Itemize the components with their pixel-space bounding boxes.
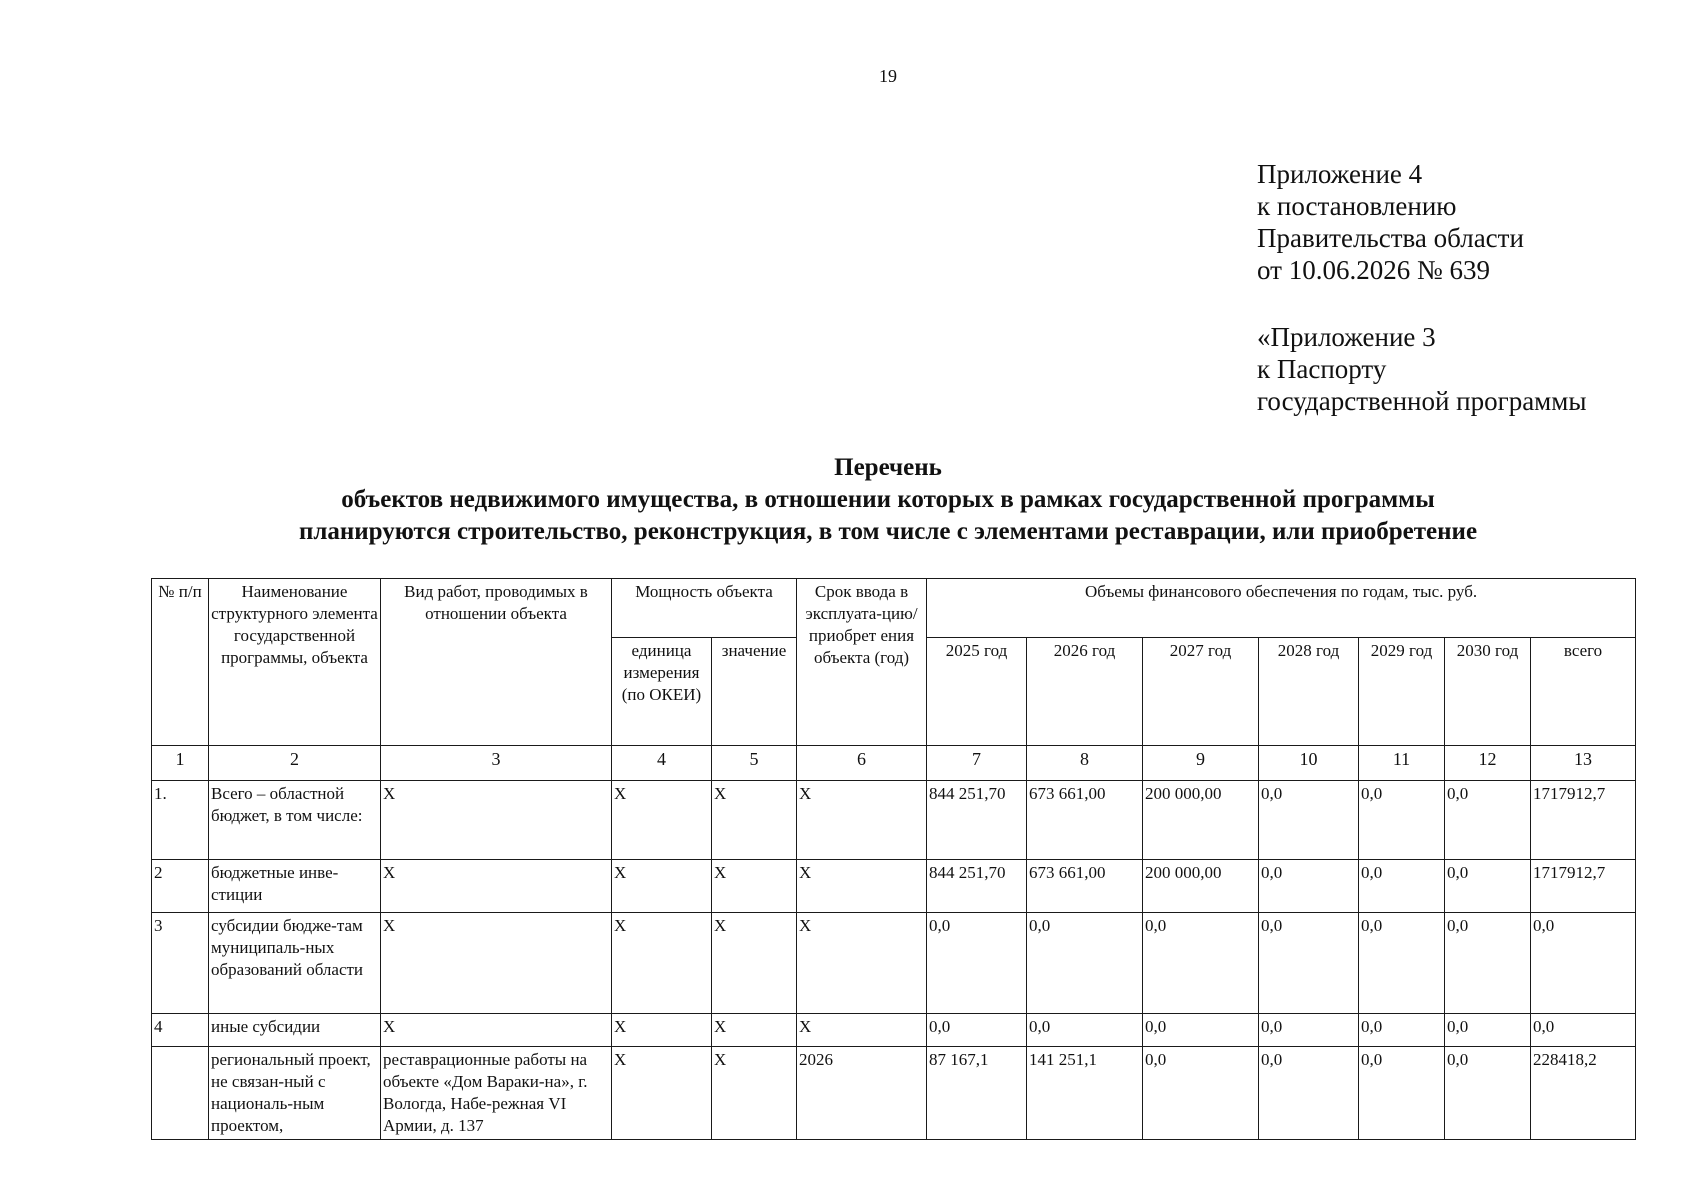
title-line: Перечень — [834, 454, 942, 481]
column-number: 3 — [381, 746, 612, 781]
cell-name: региональный проект, не связан-ный с националь-ным проектом, — [209, 1047, 381, 1140]
cell-value: X — [712, 1047, 797, 1140]
cell-value: X — [712, 860, 797, 913]
cell-2030: 0,0 — [1445, 913, 1531, 1014]
appendix-line: Правительства области — [1257, 223, 1524, 253]
column-number: 11 — [1359, 746, 1445, 781]
cell-num: 4 — [152, 1014, 209, 1047]
cell-total: 1717912,7 — [1531, 781, 1636, 860]
header-num: № п/п — [152, 579, 209, 746]
cell-name: Всего – областной бюджет, в том числе: — [209, 781, 381, 860]
appendix-ref-line: «Приложение 3 — [1257, 322, 1436, 352]
cell-2028: 0,0 — [1259, 913, 1359, 1014]
table-row — [152, 1047, 1636, 1140]
header-finance: Объемы финансового обеспечения по годам, тыс. руб. — [927, 579, 1636, 638]
cell-2029: 0,0 — [1359, 1014, 1445, 1047]
cell-unit: X — [612, 913, 712, 1014]
column-number-row — [152, 746, 1636, 781]
cell-2025: 0,0 — [927, 1014, 1027, 1047]
appendix-line: Приложение 4 — [1257, 159, 1423, 189]
column-number: 10 — [1259, 746, 1359, 781]
appendix-ref-line: к Паспорту — [1257, 354, 1387, 384]
cell-2025: 844 251,70 — [927, 781, 1027, 860]
cell-2026: 673 661,00 — [1027, 781, 1143, 860]
cell-2026: 0,0 — [1027, 1014, 1143, 1047]
cell-2030: 0,0 — [1445, 1047, 1531, 1140]
cell-2028: 0,0 — [1259, 1047, 1359, 1140]
column-number: 12 — [1445, 746, 1531, 781]
cell-num: 2 — [152, 860, 209, 913]
header-name: Наименование структурного элемента государственной программы, объекта — [209, 579, 381, 746]
appendix-block — [1257, 158, 1524, 286]
cell-unit: X — [612, 781, 712, 860]
cell-2026: 141 251,1 — [1027, 1047, 1143, 1140]
cell-work-type: X — [381, 1014, 612, 1047]
cell-2029: 0,0 — [1359, 781, 1445, 860]
cell-name: субсидии бюдже-там муниципаль-ных образований области — [209, 913, 381, 1014]
column-number: 1 — [152, 746, 209, 781]
page-number: 19 — [879, 66, 897, 86]
cell-2025: 844 251,70 — [927, 860, 1027, 913]
header-2027: 2027 год — [1143, 638, 1259, 746]
cell-2026: 0,0 — [1027, 913, 1143, 1014]
cell-2027: 200 000,00 — [1143, 781, 1259, 860]
cell-2030: 0,0 — [1445, 860, 1531, 913]
cell-name: бюджетные инве-стиции — [209, 860, 381, 913]
header-capacity-unit: единица измерения (по ОКЕИ) — [612, 638, 712, 746]
cell-num — [152, 1047, 209, 1140]
column-number: 7 — [927, 746, 1027, 781]
cell-total: 228418,2 — [1531, 1047, 1636, 1140]
header-capacity-value: значение — [712, 638, 797, 746]
cell-2028: 0,0 — [1259, 1014, 1359, 1047]
cell-total: 0,0 — [1531, 913, 1636, 1014]
cell-term: 2026 — [797, 1047, 927, 1140]
table-row — [152, 1014, 1636, 1047]
cell-2027: 0,0 — [1143, 1047, 1259, 1140]
cell-value: X — [712, 781, 797, 860]
appendix-line: от 10.06.2026 № 639 — [1257, 255, 1490, 285]
cell-term: X — [797, 913, 927, 1014]
cell-unit: X — [612, 1014, 712, 1047]
column-number: 6 — [797, 746, 927, 781]
appendix-ref-block — [1257, 321, 1587, 417]
cell-2026: 673 661,00 — [1027, 860, 1143, 913]
cell-total: 1717912,7 — [1531, 860, 1636, 913]
column-number: 2 — [209, 746, 381, 781]
cell-num: 3 — [152, 913, 209, 1014]
header-2028: 2028 год — [1259, 638, 1359, 746]
cell-2025: 87 167,1 — [927, 1047, 1027, 1140]
cell-total: 0,0 — [1531, 1014, 1636, 1047]
cell-term: X — [797, 781, 927, 860]
table-row — [152, 781, 1636, 860]
header-total: всего — [1531, 638, 1636, 746]
cell-2025: 0,0 — [927, 913, 1027, 1014]
header-2030: 2030 год — [1445, 638, 1531, 746]
cell-term: X — [797, 860, 927, 913]
cell-2029: 0,0 — [1359, 913, 1445, 1014]
header-term: Срок ввода в эксплуата-цию/приобрет ения объекта (год) — [797, 579, 927, 746]
title-line: объектов недвижимого имущества, в отношении которых в рамках государственной программы — [341, 486, 1435, 513]
cell-2027: 200 000,00 — [1143, 860, 1259, 913]
cell-name: иные субсидии — [209, 1014, 381, 1047]
column-number: 8 — [1027, 746, 1143, 781]
cell-work-type: X — [381, 913, 612, 1014]
header-2029: 2029 год — [1359, 638, 1445, 746]
cell-2028: 0,0 — [1259, 781, 1359, 860]
appendix-line: к постановлению — [1257, 191, 1457, 221]
cell-unit: X — [612, 1047, 712, 1140]
cell-2030: 0,0 — [1445, 1014, 1531, 1047]
cell-work-type: X — [381, 860, 612, 913]
column-number: 5 — [712, 746, 797, 781]
table-row — [152, 913, 1636, 1014]
column-number: 4 — [612, 746, 712, 781]
cell-2027: 0,0 — [1143, 1014, 1259, 1047]
cell-2030: 0,0 — [1445, 781, 1531, 860]
cell-2029: 0,0 — [1359, 860, 1445, 913]
cell-work-type: реставрационные работы на объекте «Дом Вараки-на», г. Вологда, Набе-режная VI Армии, д. 137 — [381, 1047, 612, 1140]
property-objects-table — [151, 578, 1636, 1140]
cell-term: X — [797, 1014, 927, 1047]
document-title — [0, 452, 1697, 548]
column-number: 13 — [1531, 746, 1636, 781]
cell-2027: 0,0 — [1143, 913, 1259, 1014]
cell-2029: 0,0 — [1359, 1047, 1445, 1140]
header-capacity: Мощность объекта — [612, 579, 797, 638]
cell-value: X — [712, 913, 797, 1014]
column-number: 9 — [1143, 746, 1259, 781]
title-line: планируются строительство, реконструкция, в том числе с элементами реставрации, или приобретение — [298, 518, 1478, 545]
cell-num: 1. — [152, 781, 209, 860]
header-work-type: Вид работ, проводимых в отношении объекта — [381, 579, 612, 746]
cell-work-type: X — [381, 781, 612, 860]
header-row — [152, 579, 1636, 638]
cell-2028: 0,0 — [1259, 860, 1359, 913]
header-2025: 2025 год — [927, 638, 1027, 746]
table-row — [152, 860, 1636, 913]
appendix-ref-line: государственной программы — [1257, 386, 1587, 416]
cell-unit: X — [612, 860, 712, 913]
header-2026: 2026 год — [1027, 638, 1143, 746]
cell-value: X — [712, 1014, 797, 1047]
